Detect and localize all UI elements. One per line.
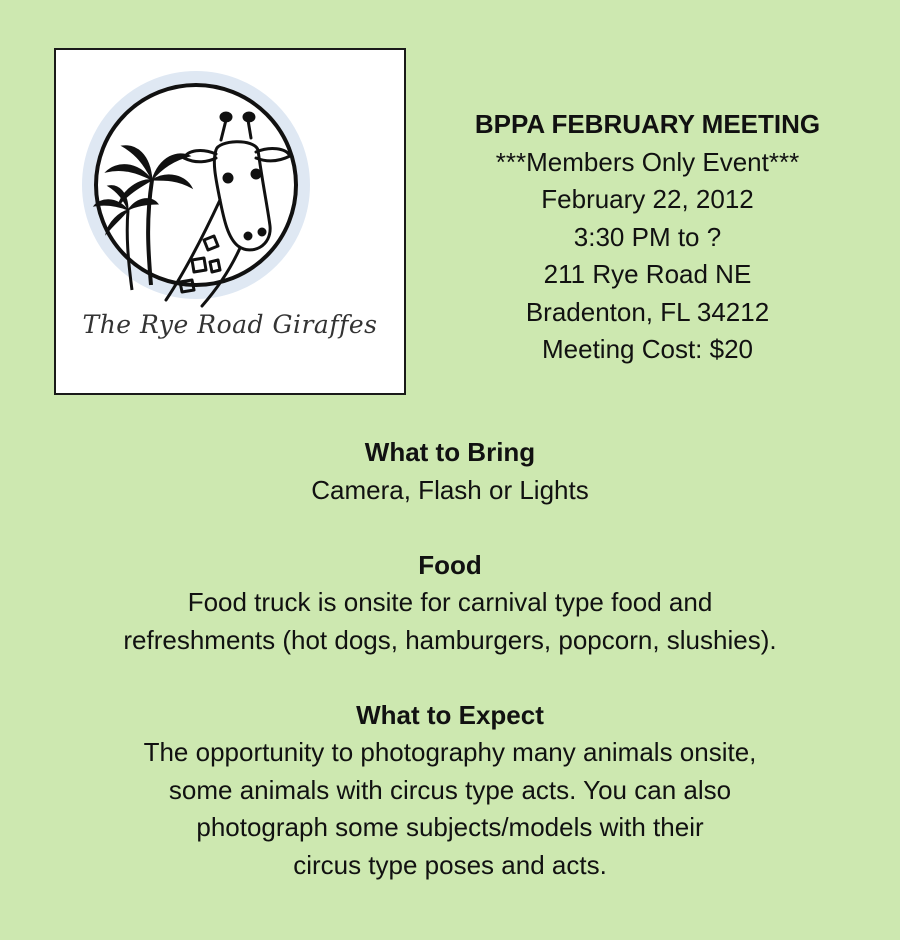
- section-what-to-bring: [0, 434, 900, 509]
- section-body: Food truck is onsite for carnival type food and refreshments (hot dogs, hamburgers, popcorn, slushies).: [123, 587, 777, 655]
- event-address-line1: 211 Rye Road NE: [543, 259, 752, 289]
- logo-box: [54, 48, 406, 395]
- giraffe-icon: [166, 113, 290, 306]
- section-body: Camera, Flash or Lights: [311, 474, 589, 505]
- event-date: February 22, 2012: [541, 184, 754, 214]
- event-title: BPPA FEBRUARY MEETING: [474, 109, 821, 139]
- section-food: [0, 547, 900, 660]
- section-heading: Food: [418, 549, 482, 580]
- event-cost: Meeting Cost: $20: [541, 334, 753, 364]
- section-heading: What to Bring: [364, 437, 536, 467]
- event-address-line2: Bradenton, FL 34212: [525, 296, 770, 327]
- event-time: 3:30 PM to ?: [573, 221, 722, 252]
- event-info: [420, 106, 875, 369]
- section-what-to-expect: [0, 697, 900, 885]
- section-heading: What to Expect: [356, 699, 544, 730]
- section-body: The opportunity to photography many animals onsite, some animals with circus type acts. You can also photograph some subjects/models with their circus type poses and acts.: [143, 737, 757, 880]
- details-sections: [0, 434, 900, 922]
- event-subtitle: ***Members Only Event***: [495, 146, 800, 177]
- logo-caption: The Rye Road Giraffes: [82, 310, 378, 339]
- giraffe-logo-icon: [56, 50, 404, 393]
